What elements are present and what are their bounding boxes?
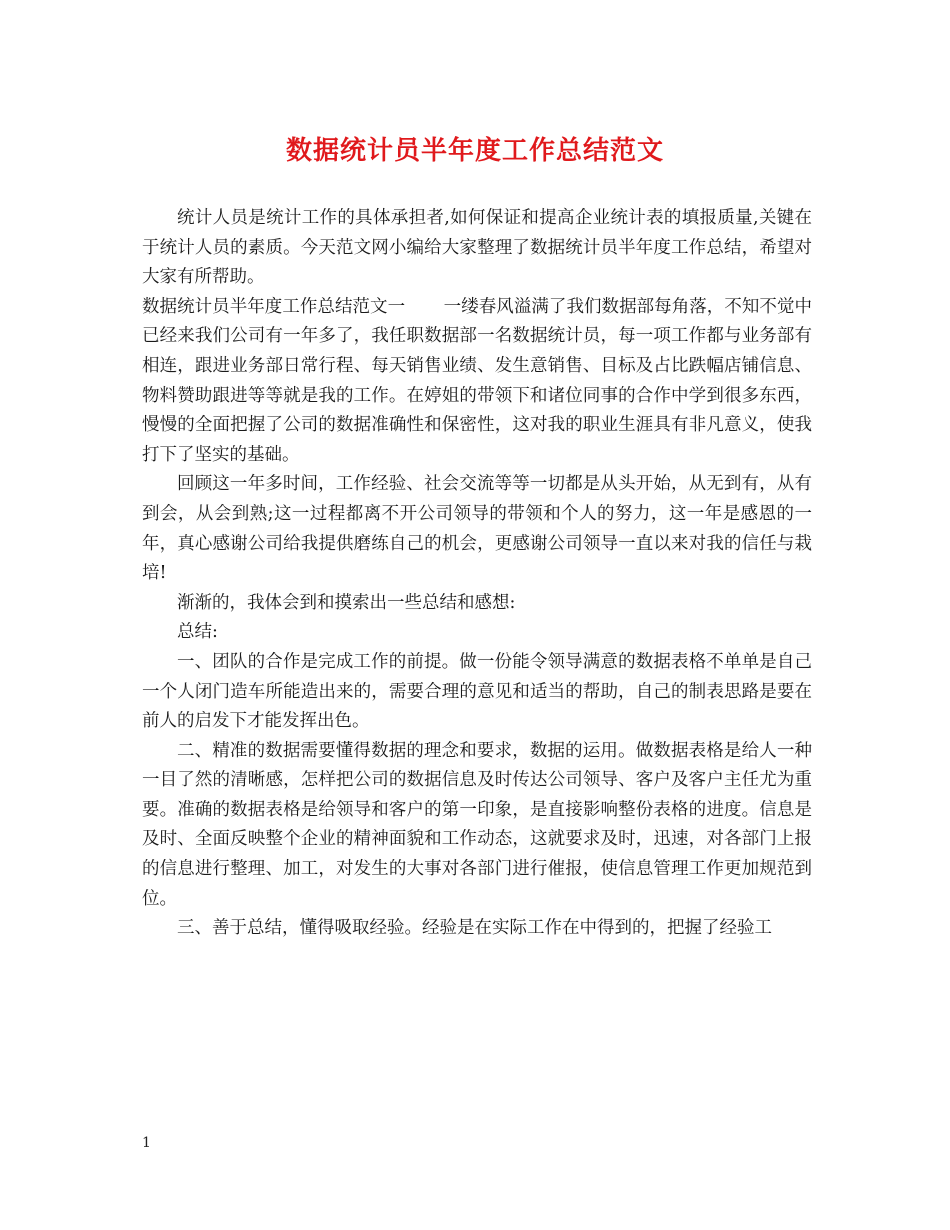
document-body	[142, 204, 812, 944]
reflection-paragraph: 渐渐的，我体会到和摸索出一些总结和感想:	[177, 592, 516, 613]
summary-label: 总结:	[177, 622, 218, 643]
page-number: 1	[142, 1135, 151, 1151]
point-two-paragraph: 二、精准的数据需要懂得数据的理念和要求，数据的运用。做数据表格是给人一种一目了然的清晰感，怎样把公司的数据信息及时传达公司领导、客户及客户主任尤为重要。准确的数据表格是给领导和客户的第一印象，是直接影响整份表格的进度。信息是及时、全面反映整个企业的精神面貌和工作动态，这就要求及时，迅速，对各部门上报的信息进行整理、加工，对发生的大事对各部门进行催报，使信息管理工作更加规范到位。	[142, 740, 812, 909]
section-one-heading: 数据统计员半年度工作总结范文一	[142, 296, 406, 317]
point-one-paragraph: 一、团队的合作是完成工作的前提。做一份能令领导满意的数据表格不单单是自己一个人闭门造车所能造出来的，需要合理的意见和适当的帮助，自己的制表思路是要在前人的启发下才能发挥出色。	[142, 651, 812, 732]
point-three-paragraph: 三、善于总结，懂得吸取经验。经验是在实际工作在中得到的，把握了经验工	[177, 918, 772, 939]
section-one-text: 一缕春风溢满了我们数据部每角落，不知不觉中已经来我们公司有一年多了，我任职数据部一名数据统计员，每一项工作都与业务部有相连，跟进业务部日常行程、每天销售业绩、发生意销售、目标及占比跌幅店铺信息、物料赞助跟进等等就是我的工作。在婷姐的带领下和诸位同事的合作中学到很多东西，慢慢的全面把握了公司的数据准确性和保密性，这对我的职业生涯具有非凡意义，使我打下了坚实的基础。	[142, 296, 813, 465]
document-title: 数据统计员半年度工作总结范文	[285, 136, 664, 166]
intro-paragraph: 统计人员是统计工作的具体承担者,如何保证和提高企业统计表的填报质量,关键在于统计人员的素质。今天范文网小编给大家整理了数据统计员半年度工作总结，希望对大家有所帮助。	[142, 208, 812, 288]
review-paragraph: 回顾这一年多时间，工作经验、社会交流等等一切都是从头开始，从无到有，从有到会，从会到熟;这一过程都离不开公司领导的带领和个人的努力，这一年是感恩的一年，真心感谢公司给我提供磨练自己的机会，更感谢公司领导一直以来对我的信任与栽培!	[142, 474, 812, 584]
section-one-paragraph	[142, 293, 812, 471]
